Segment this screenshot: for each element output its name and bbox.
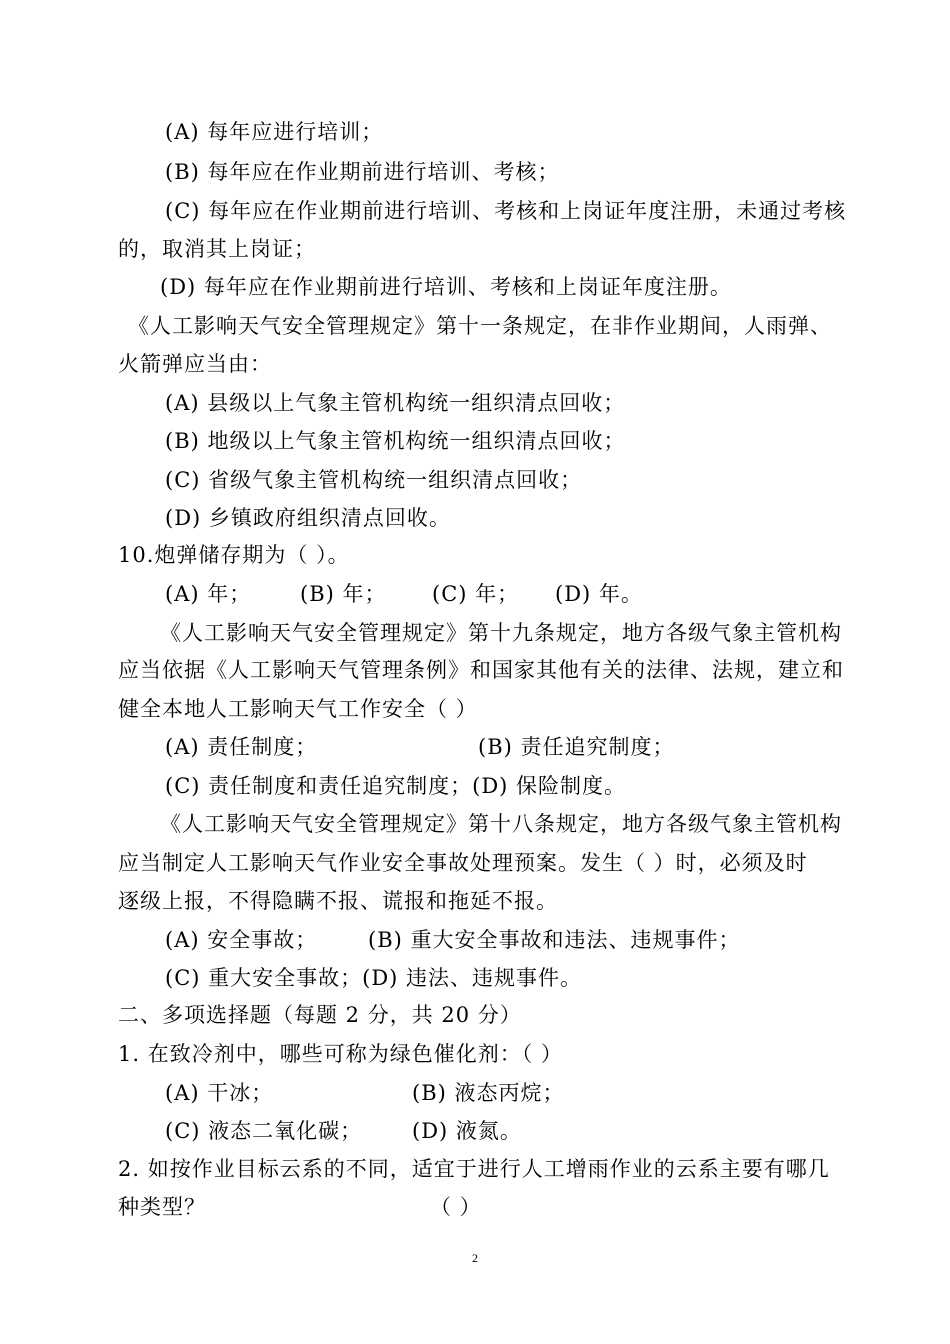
text-line: 应当依据《人工影响天气管理条例》和国家其他有关的法律、法规，建立和 — [118, 658, 844, 682]
text-line: 应当制定人工影响天气作业安全事故处理预案。发生（ ）时，必须及时 — [118, 851, 808, 875]
text-line: (A) 县级以上气象主管机构统一组织清点回收； — [165, 391, 626, 415]
text-line: (D) 年。 — [555, 582, 643, 606]
text-line: (C) 重大安全事故；(D) 违法、违规事件。 — [165, 966, 583, 990]
text-line: 《人工影响天气安全管理规定》第十八条规定，地方各级气象主管机构 — [160, 812, 842, 836]
text-line: (D) 每年应在作业期前进行培训、考核和上岗证年度注册。 — [160, 275, 732, 299]
text-line: 火箭弹应当由： — [118, 352, 272, 376]
text-line: 的，取消其上岗证； — [118, 237, 316, 261]
text-line: (B) 重大安全事故和违法、违规事件； — [368, 928, 741, 952]
text-line: (C) 液态二氧化碳； — [165, 1119, 363, 1143]
text-line: (C) 省级气象主管机构统一组织清点回收； — [165, 468, 583, 492]
text-line: 二、多项选择题（每题 2 分，共 20 分） — [118, 1003, 522, 1027]
text-line: (C) 每年应在作业期前进行培训、考核和上岗证年度注册，未通过考核 — [165, 199, 847, 223]
text-line: (D) 乡镇政府组织清点回收。 — [165, 506, 451, 530]
text-line: (C) 年； — [432, 582, 520, 606]
text-line: (B) 液态丙烷； — [412, 1081, 565, 1105]
text-line: 2. 如按作业目标云系的不同，适宜于进行人工增雨作业的云系主要有哪几 — [118, 1157, 830, 1181]
text-line: (B) 年； — [300, 582, 387, 606]
text-line: 1. 在致冷剂中，哪些可称为绿色催化剂：（ ） — [118, 1042, 563, 1066]
page-number: 2 — [472, 1251, 478, 1265]
text-line: 《人工影响天气安全管理规定》第十九条规定，地方各级气象主管机构 — [160, 621, 842, 645]
text-line: (B) 责任追究制度； — [478, 735, 675, 759]
text-line: (B) 每年应在作业期前进行培训、考核； — [165, 160, 560, 184]
text-line: 种类型？ — [118, 1195, 206, 1219]
text-line: (A) 安全事故； — [165, 928, 318, 952]
text-line: (A) 干冰； — [165, 1081, 274, 1105]
text-line: (A) 责任制度； — [165, 735, 318, 759]
text-line: (A) 年； — [165, 582, 252, 606]
text-line: （ ） — [430, 1195, 482, 1219]
text-line: (C) 责任制度和责任追究制度；(D) 保险制度。 — [165, 774, 627, 798]
text-line: 健全本地人工影响天气工作安全（ ） — [118, 697, 478, 721]
text-line: (D) 液氮。 — [412, 1119, 522, 1143]
text-line: (B) 地级以上气象主管机构统一组织清点回收； — [165, 429, 626, 453]
text-line: (A) 每年应进行培训； — [165, 120, 384, 144]
text-line: 《人工影响天气安全管理规定》第十一条规定，在非作业期间，人雨弹、 — [128, 314, 832, 338]
text-line: 逐级上报，不得隐瞒不报、谎报和拖延不报。 — [118, 889, 558, 913]
text-line: 10.炮弹储存期为（ ）。 — [118, 543, 350, 567]
